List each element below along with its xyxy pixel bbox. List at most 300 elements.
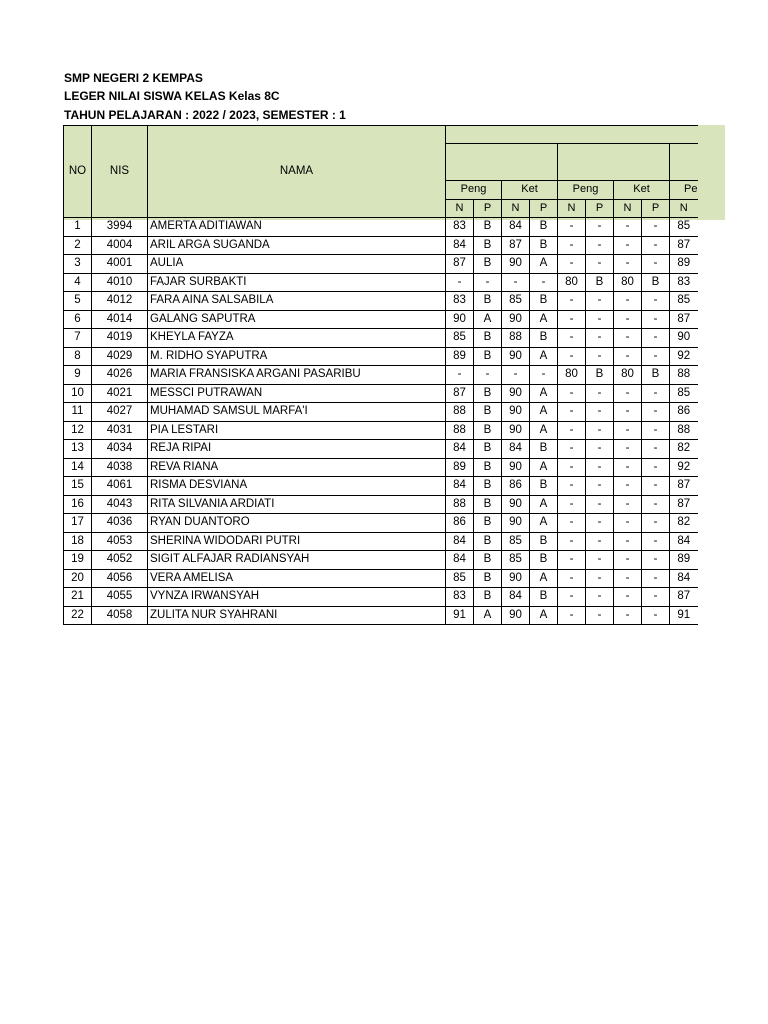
ket-n-cell: 90 [502,421,530,440]
row-nis-cell: 4055 [92,588,148,607]
peng-p-cell: A [474,606,502,625]
row-no-cell: 5 [64,292,92,311]
ket2-p-cell: - [642,477,670,496]
sub-label-predikat: P [474,199,502,218]
ket2-p-cell: - [642,218,670,237]
row-nis-cell: 4036 [92,514,148,533]
peng2-n-cell: - [558,329,586,348]
ket2-n-cell: - [614,292,642,311]
peng2-n-cell: - [558,551,586,570]
row-nis-cell: 4010 [92,273,148,292]
ket-n-cell: - [502,273,530,292]
table-row [64,458,698,477]
ket2-p-cell: - [642,255,670,274]
peng2-n-cell: - [558,384,586,403]
ket2-n-cell: - [614,569,642,588]
ket2-n-cell: - [614,458,642,477]
peng-p-cell: B [474,532,502,551]
ket2-p-cell: - [642,292,670,311]
table-row [64,440,698,459]
table-row [64,292,698,311]
ket2-n-cell: - [614,440,642,459]
ket2-n-cell: - [614,403,642,422]
peng-p-cell: B [474,569,502,588]
row-nama-cell: MARIA FRANSISKA ARGANI PASARIBU [148,366,446,385]
table-row [64,532,698,551]
peng-p-cell: B [474,347,502,366]
peng3-n-cell: 85 [670,384,698,403]
ket-p-cell: - [530,273,558,292]
table-body [64,218,698,625]
ket2-n-cell: 80 [614,366,642,385]
peng2-p-cell: - [586,310,614,329]
peng-n-cell: 86 [446,514,474,533]
table-row [64,514,698,533]
table-row [64,495,698,514]
row-no-cell: 6 [64,310,92,329]
peng-n-cell: 85 [446,329,474,348]
row-nama-cell: FAJAR SURBAKTI [148,273,446,292]
peng3-n-cell: 82 [670,514,698,533]
row-no-cell: 4 [64,273,92,292]
ket-n-cell: 84 [502,440,530,459]
ket-p-cell: B [530,532,558,551]
peng-n-cell: 83 [446,218,474,237]
row-nis-cell: 4056 [92,569,148,588]
peng2-n-cell: - [558,347,586,366]
peng3-n-cell: 89 [670,551,698,570]
peng3-n-cell: 84 [670,532,698,551]
peng-p-cell: B [474,421,502,440]
ket-n-cell: 87 [502,236,530,255]
group-label-peng: Peng [558,181,614,200]
peng2-n-cell: - [558,458,586,477]
ket-p-cell: B [530,329,558,348]
ket-p-cell: A [530,495,558,514]
peng2-p-cell: - [586,458,614,477]
peng-p-cell: - [474,273,502,292]
peng3-n-cell: 88 [670,366,698,385]
ket2-p-cell: - [642,329,670,348]
row-no-cell: 9 [64,366,92,385]
table-row [64,255,698,274]
row-no-cell: 8 [64,347,92,366]
peng-p-cell: B [474,384,502,403]
peng3-n-cell: 82 [670,440,698,459]
sub-label-nilai: N [558,199,586,218]
grade-ledger-table [63,125,698,625]
peng2-p-cell: - [586,236,614,255]
ket-p-cell: B [530,292,558,311]
peng3-n-cell: 91 [670,606,698,625]
peng-n-cell: - [446,273,474,292]
table-row [64,384,698,403]
peng-n-cell: 87 [446,384,474,403]
peng3-n-cell: 83 [670,273,698,292]
peng2-p-cell: - [586,403,614,422]
ket2-p-cell: - [642,440,670,459]
peng-p-cell: B [474,292,502,311]
ket-p-cell: A [530,569,558,588]
peng2-p-cell: - [586,292,614,311]
ket2-p-cell: - [642,403,670,422]
row-no-cell: 20 [64,569,92,588]
peng2-p-cell: - [586,532,614,551]
peng2-p-cell: - [586,384,614,403]
peng-p-cell: B [474,236,502,255]
peng3-n-cell: 87 [670,477,698,496]
row-nis-cell: 4021 [92,384,148,403]
sub-label-predikat: P [530,199,558,218]
peng-p-cell: B [474,551,502,570]
peng2-p-cell: - [586,421,614,440]
row-no-cell: 10 [64,384,92,403]
row-nama-cell: PIA LESTARI [148,421,446,440]
peng2-p-cell: - [586,477,614,496]
peng2-n-cell: 80 [558,273,586,292]
row-no-cell: 13 [64,440,92,459]
peng2-n-cell: - [558,421,586,440]
group-label-peng-cut: Pe [670,181,698,200]
ket2-n-cell: - [614,255,642,274]
peng-p-cell: B [474,440,502,459]
row-no-cell: 17 [64,514,92,533]
peng2-p-cell: - [586,347,614,366]
table-row [64,329,698,348]
peng-n-cell: 83 [446,588,474,607]
peng-p-cell: A [474,310,502,329]
row-no-cell: 18 [64,532,92,551]
ket2-p-cell: - [642,458,670,477]
sub-label-predikat: P [586,199,614,218]
peng-p-cell: B [474,514,502,533]
sub-label-nilai: N [614,199,642,218]
row-nama-cell: REVA RIANA [148,458,446,477]
peng3-n-cell: 87 [670,310,698,329]
row-no-cell: 7 [64,329,92,348]
peng2-n-cell: - [558,310,586,329]
row-no-cell: 14 [64,458,92,477]
table-row [64,551,698,570]
ket-n-cell: 90 [502,384,530,403]
ket2-p-cell: - [642,347,670,366]
group-label-ket: Ket [502,181,558,200]
table-row [64,273,698,292]
ket2-p-cell: - [642,588,670,607]
ledger-title: LEGER NILAI SISWA KELAS Kelas 8C [64,89,280,103]
ket2-n-cell: - [614,236,642,255]
peng2-p-cell: - [586,495,614,514]
row-no-cell: 19 [64,551,92,570]
row-nis-cell: 4026 [92,366,148,385]
peng2-p-cell: - [586,255,614,274]
peng2-n-cell: - [558,514,586,533]
ket-p-cell: A [530,606,558,625]
ket-n-cell: 90 [502,569,530,588]
peng3-n-cell: 88 [670,421,698,440]
row-no-cell: 15 [64,477,92,496]
peng2-n-cell: - [558,495,586,514]
peng3-n-cell: 92 [670,458,698,477]
peng2-n-cell: - [558,218,586,237]
ket-p-cell: - [530,366,558,385]
ket2-p-cell: - [642,606,670,625]
table-row [64,569,698,588]
ket-p-cell: A [530,255,558,274]
peng2-n-cell: - [558,588,586,607]
row-no-cell: 12 [64,421,92,440]
peng3-n-cell: 87 [670,236,698,255]
row-no-cell: 11 [64,403,92,422]
ket-n-cell: 90 [502,495,530,514]
row-nis-cell: 4012 [92,292,148,311]
peng3-n-cell: 86 [670,403,698,422]
ket-p-cell: A [530,384,558,403]
peng-n-cell: 84 [446,236,474,255]
row-nama-cell: SHERINA WIDODARI PUTRI [148,532,446,551]
peng3-n-cell: 87 [670,495,698,514]
academic-year: TAHUN PELAJARAN : 2022 / 2023, SEMESTER : 1 [64,108,346,122]
ket-n-cell: 90 [502,458,530,477]
peng-n-cell: 84 [446,477,474,496]
peng-p-cell: B [474,403,502,422]
peng2-n-cell: - [558,606,586,625]
table-row [64,310,698,329]
ket2-n-cell: 80 [614,273,642,292]
ket2-n-cell: - [614,310,642,329]
ket2-p-cell: - [642,532,670,551]
ket-n-cell: 90 [502,310,530,329]
row-nis-cell: 4001 [92,255,148,274]
ket2-p-cell: - [642,514,670,533]
peng2-n-cell: - [558,255,586,274]
col-nis-header: NIS [92,126,148,218]
peng2-n-cell: - [558,569,586,588]
ket2-n-cell: - [614,495,642,514]
peng3-n-cell: 92 [670,347,698,366]
ket2-n-cell: - [614,329,642,348]
sub-label-nilai: N [502,199,530,218]
subject-header-2 [558,144,670,181]
row-nis-cell: 4043 [92,495,148,514]
peng2-n-cell: - [558,440,586,459]
table-row [64,366,698,385]
row-nis-cell: 4034 [92,440,148,459]
row-nama-cell: VERA AMELISA [148,569,446,588]
peng-n-cell: 84 [446,440,474,459]
sub-label-nilai: N [670,199,698,218]
group-label-ket: Ket [614,181,670,200]
peng-p-cell: B [474,255,502,274]
peng-n-cell: 84 [446,551,474,570]
ket-n-cell: 84 [502,588,530,607]
peng3-n-cell: 90 [670,329,698,348]
row-nama-cell: REJA RIPAI [148,440,446,459]
group-label-peng: Peng [446,181,502,200]
row-nama-cell: FARA AINA SALSABILA [148,292,446,311]
peng2-p-cell: B [586,366,614,385]
ket2-n-cell: - [614,477,642,496]
ket-n-cell: 86 [502,477,530,496]
table-row [64,403,698,422]
ket-p-cell: A [530,514,558,533]
row-nama-cell: GALANG SAPUTRA [148,310,446,329]
ket-n-cell: 90 [502,347,530,366]
row-no-cell: 16 [64,495,92,514]
peng3-n-cell: 87 [670,588,698,607]
row-nama-cell: SIGIT ALFAJAR RADIANSYAH [148,551,446,570]
peng-n-cell: 84 [446,532,474,551]
row-no-cell: 21 [64,588,92,607]
peng-n-cell: 88 [446,403,474,422]
peng-n-cell: 88 [446,495,474,514]
ket-p-cell: B [530,477,558,496]
row-nis-cell: 4053 [92,532,148,551]
row-nama-cell: MUHAMAD SAMSUL MARFA'I [148,403,446,422]
table-row [64,347,698,366]
peng-n-cell: 88 [446,421,474,440]
table-row [64,588,698,607]
peng2-n-cell: 80 [558,366,586,385]
peng-p-cell: B [474,218,502,237]
ket-n-cell: 84 [502,218,530,237]
ket2-p-cell: - [642,551,670,570]
ket-n-cell: 85 [502,551,530,570]
row-nis-cell: 4014 [92,310,148,329]
table-row [64,606,698,625]
peng2-p-cell: - [586,588,614,607]
peng2-p-cell: - [586,218,614,237]
ket-n-cell: - [502,366,530,385]
ket-p-cell: B [530,440,558,459]
ket-p-cell: B [530,236,558,255]
row-nama-cell: M. RIDHO SYAPUTRA [148,347,446,366]
peng2-p-cell: - [586,569,614,588]
row-nama-cell: MESSCI PUTRAWAN [148,384,446,403]
peng-n-cell: 90 [446,310,474,329]
row-no-cell: 2 [64,236,92,255]
peng2-n-cell: - [558,292,586,311]
row-nama-cell: RYAN DUANTORO [148,514,446,533]
ket2-p-cell: - [642,310,670,329]
ket-p-cell: B [530,551,558,570]
table-row [64,477,698,496]
peng-p-cell: - [474,366,502,385]
ket2-n-cell: - [614,551,642,570]
sub-label-nilai: N [446,199,474,218]
ket2-n-cell: - [614,218,642,237]
peng2-n-cell: - [558,236,586,255]
ket-p-cell: A [530,310,558,329]
ket2-p-cell: - [642,384,670,403]
sub-label-predikat: P [642,199,670,218]
peng2-n-cell: - [558,532,586,551]
ket2-p-cell: - [642,236,670,255]
row-nama-cell: RITA SILVANIA ARDIATI [148,495,446,514]
ket2-p-cell: B [642,273,670,292]
row-nis-cell: 4061 [92,477,148,496]
peng-p-cell: B [474,477,502,496]
ket2-p-cell: - [642,569,670,588]
ket2-p-cell: - [642,421,670,440]
row-nama-cell: RISMA DESVIANA [148,477,446,496]
row-nama-cell: AULIA [148,255,446,274]
ket-p-cell: A [530,347,558,366]
table-header [64,126,698,218]
subject-header-3 [670,144,698,181]
peng-n-cell: - [446,366,474,385]
peng-n-cell: 91 [446,606,474,625]
ket2-n-cell: - [614,532,642,551]
col-no-header: NO [64,126,92,218]
ket-n-cell: 90 [502,255,530,274]
row-nama-cell: AMERTA ADITIAWAN [148,218,446,237]
peng3-n-cell: 84 [670,569,698,588]
ket2-n-cell: - [614,384,642,403]
peng2-p-cell: - [586,606,614,625]
row-nama-cell: ZULITA NUR SYAHRANI [148,606,446,625]
row-nis-cell: 4019 [92,329,148,348]
ket2-p-cell: - [642,495,670,514]
row-no-cell: 3 [64,255,92,274]
peng2-n-cell: - [558,403,586,422]
ket2-p-cell: B [642,366,670,385]
row-nama-cell: VYNZA IRWANSYAH [148,588,446,607]
school-name: SMP NEGERI 2 KEMPAS [64,71,203,85]
row-nis-cell: 4029 [92,347,148,366]
ket-n-cell: 90 [502,514,530,533]
ket2-n-cell: - [614,421,642,440]
ket2-n-cell: - [614,606,642,625]
ket-n-cell: 90 [502,403,530,422]
peng2-p-cell: - [586,551,614,570]
ket-n-cell: 90 [502,606,530,625]
row-nis-cell: 4004 [92,236,148,255]
table-row [64,218,698,237]
peng3-n-cell: 89 [670,255,698,274]
ket-n-cell: 85 [502,532,530,551]
row-no-cell: 22 [64,606,92,625]
subject-header-1 [446,144,558,181]
peng2-p-cell: - [586,440,614,459]
ket-n-cell: 88 [502,329,530,348]
peng-n-cell: 89 [446,347,474,366]
ket-p-cell: A [530,458,558,477]
peng-n-cell: 83 [446,292,474,311]
peng-p-cell: B [474,458,502,477]
peng2-p-cell: - [586,514,614,533]
row-nis-cell: 4027 [92,403,148,422]
peng-p-cell: B [474,588,502,607]
peng2-n-cell: - [558,477,586,496]
row-nis-cell: 4031 [92,421,148,440]
peng3-n-cell: 85 [670,218,698,237]
peng-n-cell: 87 [446,255,474,274]
peng-n-cell: 89 [446,458,474,477]
peng-p-cell: B [474,329,502,348]
peng3-n-cell: 85 [670,292,698,311]
peng2-p-cell: - [586,329,614,348]
row-nama-cell: KHEYLA FAYZA [148,329,446,348]
ket2-n-cell: - [614,588,642,607]
table-row [64,421,698,440]
row-nis-cell: 4052 [92,551,148,570]
col-nama-header: NAMA [148,126,446,218]
peng-n-cell: 85 [446,569,474,588]
table-row [64,236,698,255]
row-nama-cell: ARIL ARGA SUGANDA [148,236,446,255]
ket2-n-cell: - [614,347,642,366]
